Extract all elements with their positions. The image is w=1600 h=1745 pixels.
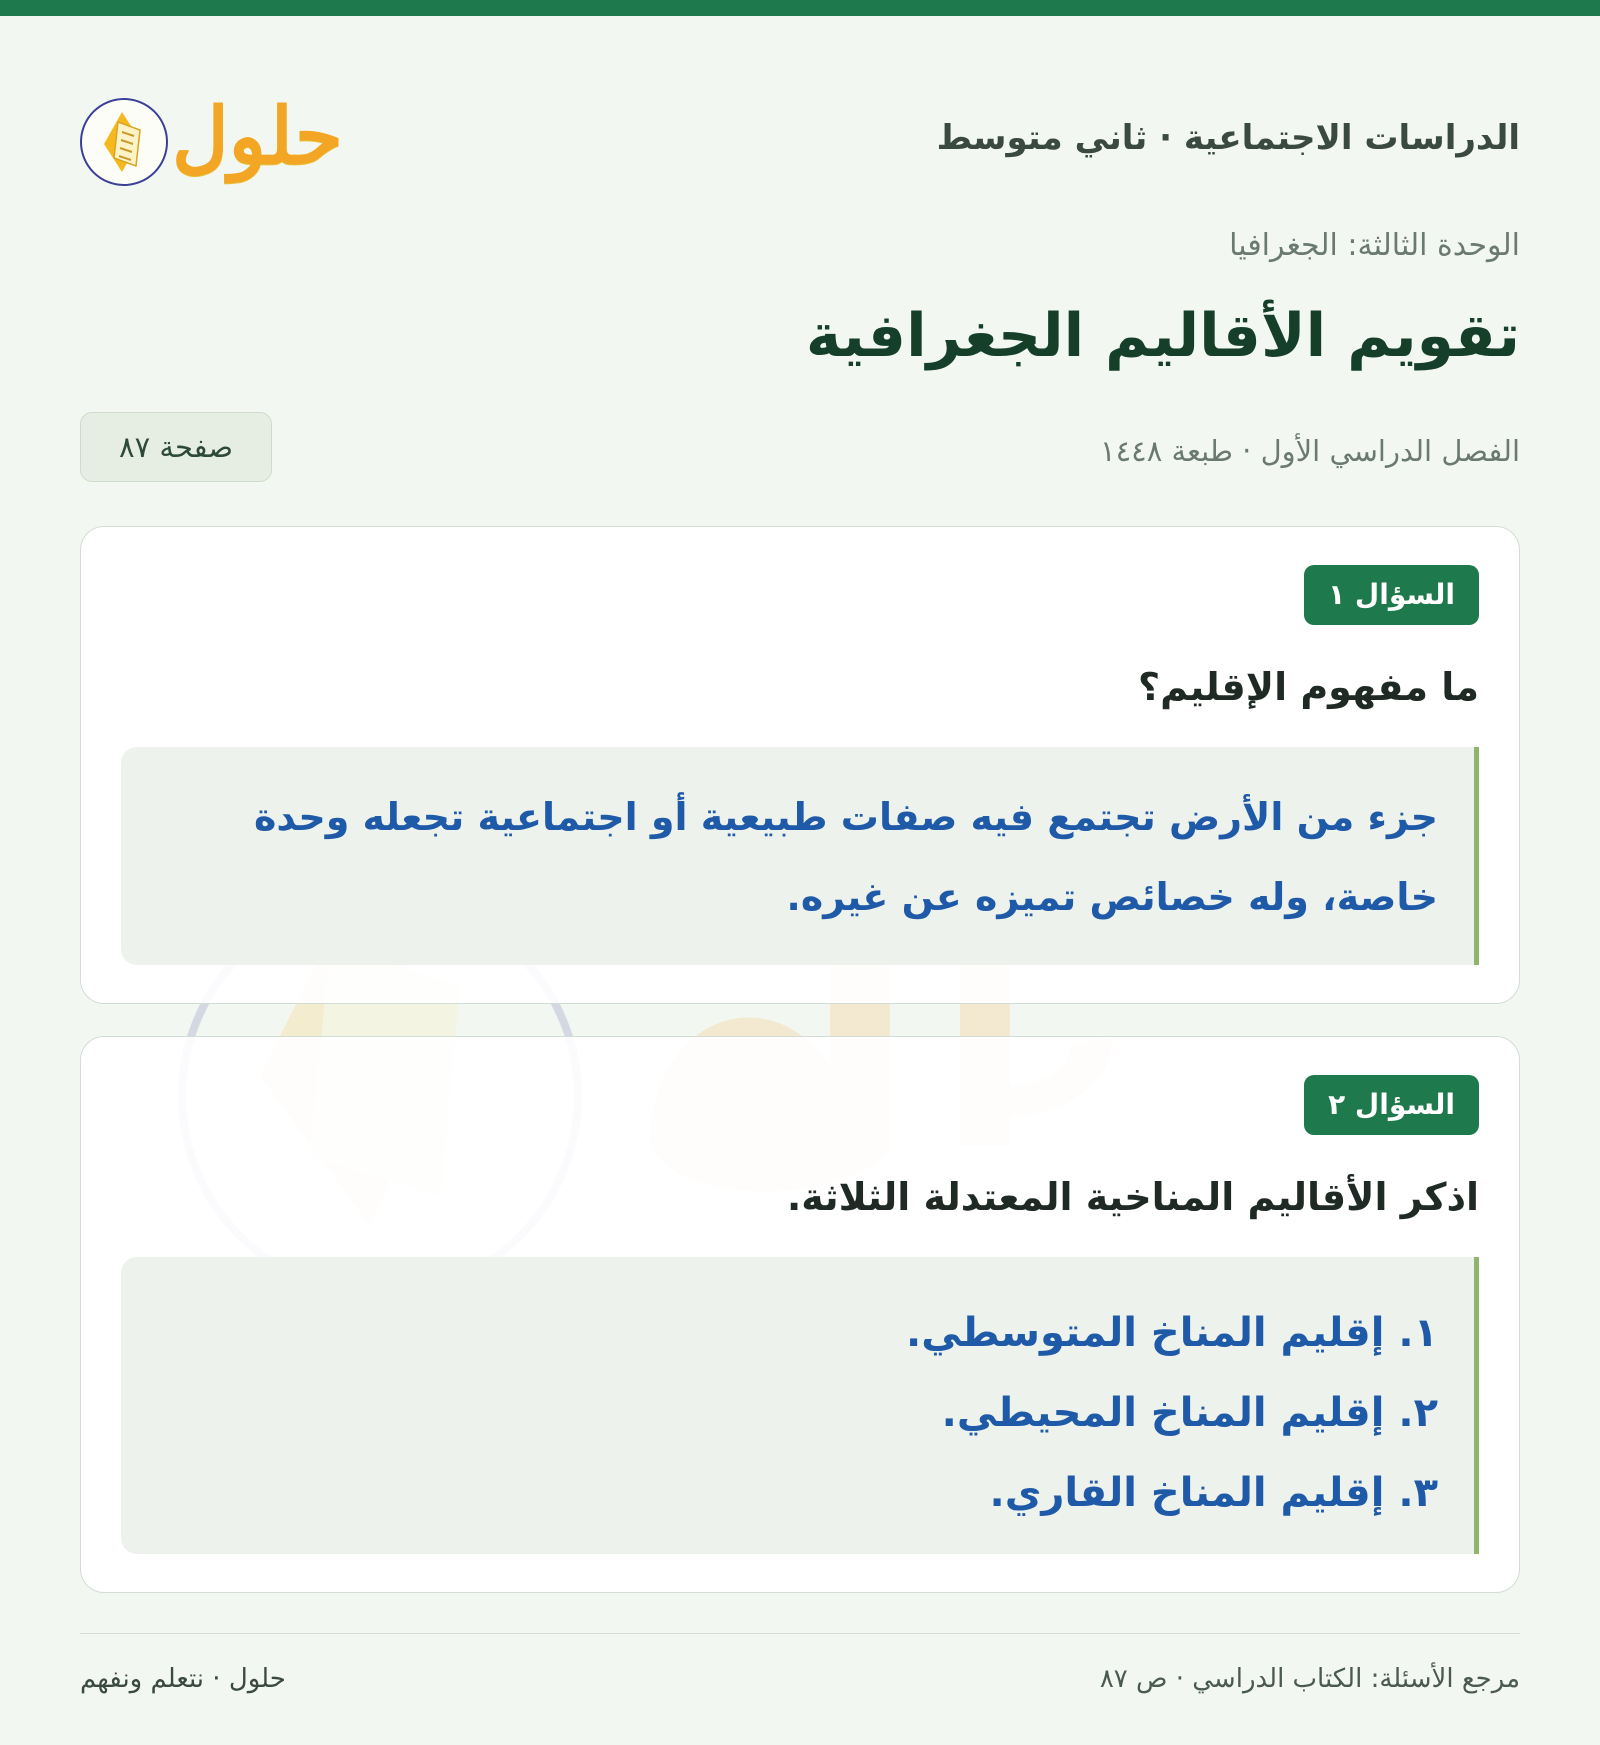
edition-meta: الفصل الدراسي الأول · طبعة ١٤٤٨ — [1100, 434, 1520, 468]
logo-wordmark: حلول — [172, 91, 344, 182]
question-badge: السؤال ٢ — [1304, 1075, 1479, 1135]
answer-box — [121, 1257, 1479, 1554]
answer-text: جزء من الأرض تجتمع فيه صفات طبيعية أو اجتماعية تجعله وحدة خاصة، وله خصائص تميزه عن غيره. — [253, 795, 1438, 919]
footer-divider — [80, 1633, 1520, 1634]
answer-list-item: ٣. إقليم المناخ القاري. — [989, 1470, 1438, 1516]
unit-label: الوحدة الثالثة: الجغرافيا — [1229, 228, 1520, 263]
question-card-2 — [80, 1036, 1520, 1593]
answer-list — [157, 1293, 1438, 1533]
question-badge: السؤال ١ — [1304, 565, 1479, 625]
header — [80, 66, 1520, 186]
answer-list-item: ٢. إقليم المناخ المحيطي. — [941, 1390, 1438, 1436]
logo[interactable] — [80, 82, 360, 192]
footer-reference: مرجع الأسئلة: الكتاب الدراسي · ص ٨٧ — [1099, 1664, 1520, 1694]
course-title: الدراسات الاجتماعية · ثاني متوسط — [936, 118, 1520, 158]
page — [80, 16, 1520, 1745]
answer-list-item: ١. إقليم المناخ المتوسطي. — [906, 1310, 1438, 1356]
page-number-badge: صفحة ٨٧ — [80, 412, 272, 482]
answer-box — [121, 747, 1479, 965]
book-icon — [80, 98, 168, 186]
question-text: ما مفهوم الإقليم؟ — [1138, 665, 1479, 709]
page-title: تقويم الأقاليم الجغرافية — [805, 301, 1520, 371]
top-accent-bar — [0, 0, 1600, 16]
question-card-1 — [80, 526, 1520, 1004]
question-text: اذكر الأقاليم المناخية المعتدلة الثلاثة. — [786, 1175, 1479, 1219]
footer-brand: حلول · نتعلم ونفهم — [80, 1664, 286, 1694]
